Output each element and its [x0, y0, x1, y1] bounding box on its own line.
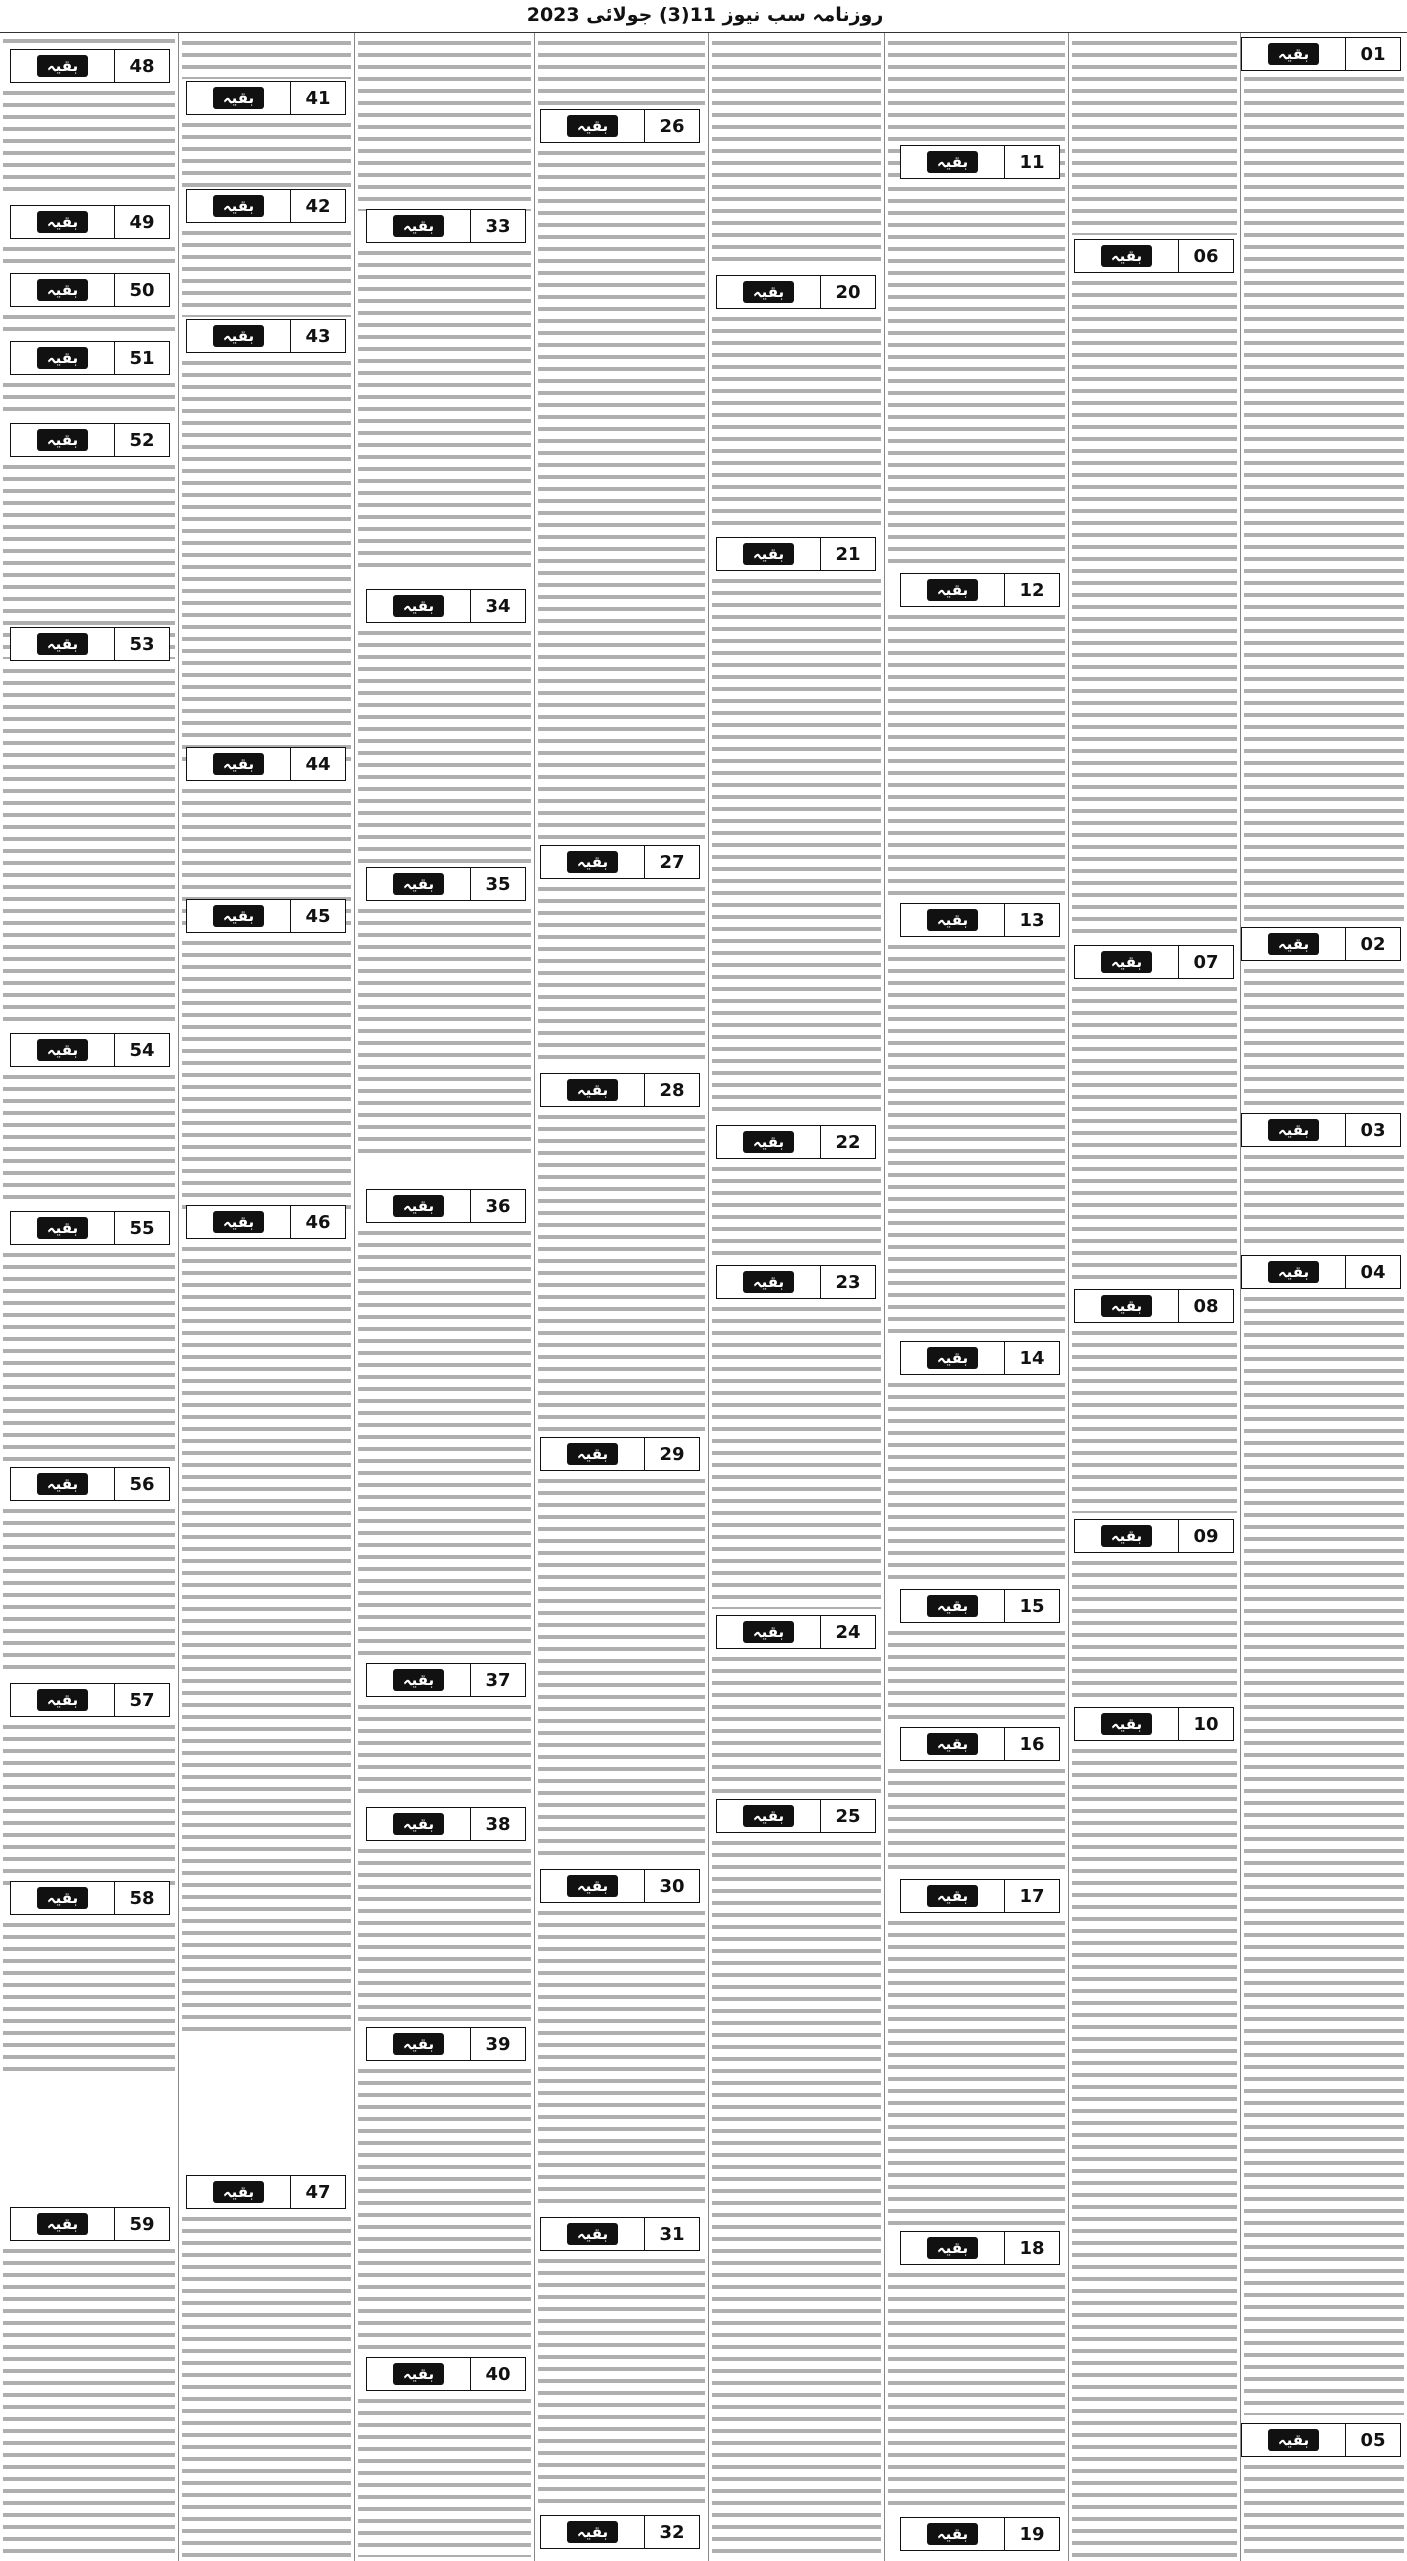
- section-header: [716, 1125, 876, 1159]
- section-header: [1241, 1113, 1401, 1147]
- section-header: [900, 1727, 1060, 1761]
- continuation-label: بقیہ: [393, 1195, 444, 1217]
- article-text: [182, 37, 351, 79]
- continuation-label: بقیہ: [1101, 1713, 1152, 1735]
- continuation-label: بقیہ: [567, 2521, 618, 2543]
- continuation-label: بقیہ: [37, 1217, 88, 1239]
- continuation-label: بقیہ: [927, 1733, 978, 1755]
- article-text: [3, 311, 175, 337]
- section-number: 45: [290, 900, 345, 932]
- continuation-label: بقیہ: [37, 2213, 88, 2235]
- section-number: 22: [820, 1126, 875, 1158]
- section-number: 20: [820, 276, 875, 308]
- section-number: 30: [644, 1870, 699, 1902]
- continuation-label: بقیہ: [927, 2237, 978, 2259]
- continuation-label: بقیہ: [213, 2181, 264, 2203]
- article-text: [1072, 37, 1237, 235]
- section-header: [186, 2175, 346, 2209]
- section-number: 44: [290, 748, 345, 780]
- continuation-label: بقیہ: [37, 1039, 88, 1061]
- article-text: [1072, 1557, 1237, 1701]
- article-text: [358, 1227, 531, 1657]
- section-number: 57: [114, 1684, 169, 1716]
- section-number: 58: [114, 1882, 169, 1914]
- continuation-label: بقیہ: [213, 753, 264, 775]
- article-text: [358, 247, 531, 575]
- section-header: [1074, 945, 1234, 979]
- article-text: [888, 1917, 1065, 2225]
- section-number: 26: [644, 110, 699, 142]
- article-text: [3, 243, 175, 269]
- article-text: [3, 1071, 175, 1207]
- article-text: [712, 313, 881, 531]
- section-number: 04: [1345, 1256, 1400, 1288]
- section-number: 29: [644, 1438, 699, 1470]
- section-header: [540, 1869, 700, 1903]
- continuation-label: بقیہ: [567, 2223, 618, 2245]
- section-number: 08: [1178, 1290, 1233, 1322]
- section-header: [10, 1683, 170, 1717]
- continuation-label: بقیہ: [213, 905, 264, 927]
- section-header: [366, 2357, 526, 2391]
- continuation-label: بقیہ: [37, 279, 88, 301]
- continuation-label: بقیہ: [567, 1079, 618, 1101]
- section-number: 25: [820, 1800, 875, 1832]
- section-number: 37: [470, 1664, 525, 1696]
- continuation-label: بقیہ: [213, 325, 264, 347]
- continuation-label: بقیہ: [1268, 1119, 1319, 1141]
- section-header: [1074, 1289, 1234, 1323]
- continuation-label: بقیہ: [743, 1621, 794, 1643]
- continuation-label: بقیہ: [1268, 1261, 1319, 1283]
- section-header: [1074, 1707, 1234, 1741]
- continuation-label: بقیہ: [1101, 245, 1152, 267]
- article-text: [538, 1111, 705, 1431]
- article-text: [888, 183, 1065, 567]
- continuation-label: بقیہ: [37, 1473, 88, 1495]
- continuation-label: بقیہ: [393, 2363, 444, 2385]
- continuation-label: بقیہ: [37, 1887, 88, 1909]
- column-3: [884, 33, 1068, 2561]
- section-header: [10, 205, 170, 239]
- article-text: [358, 627, 531, 863]
- section-number: 02: [1345, 928, 1400, 960]
- section-number: 56: [114, 1468, 169, 1500]
- section-header: [900, 903, 1060, 937]
- section-number: 23: [820, 1266, 875, 1298]
- section-header: [540, 845, 700, 879]
- article-text: [182, 119, 351, 187]
- section-header: [900, 1341, 1060, 1375]
- section-number: 14: [1004, 1342, 1059, 1374]
- continuation-label: بقیہ: [213, 195, 264, 217]
- section-number: 33: [470, 210, 525, 242]
- article-text: [888, 2269, 1065, 2511]
- article-text: [712, 1653, 881, 1793]
- section-header: [10, 1211, 170, 1245]
- section-header: [900, 573, 1060, 607]
- section-number: 18: [1004, 2232, 1059, 2264]
- column-6: [354, 33, 534, 2561]
- article-text: [1244, 2461, 1404, 2557]
- section-number: 47: [290, 2176, 345, 2208]
- article-text: [1244, 1293, 1404, 2415]
- section-header: [10, 1467, 170, 1501]
- article-text: [712, 575, 881, 1119]
- section-header: [1241, 1255, 1401, 1289]
- section-number: 27: [644, 846, 699, 878]
- continuation-label: بقیہ: [213, 87, 264, 109]
- section-number: 07: [1178, 946, 1233, 978]
- article-text: [712, 1303, 881, 1609]
- section-header: [540, 1073, 700, 1107]
- section-number: 36: [470, 1190, 525, 1222]
- section-number: 42: [290, 190, 345, 222]
- section-number: 55: [114, 1212, 169, 1244]
- article-text: [3, 1249, 175, 1467]
- section-header: [10, 2207, 170, 2241]
- continuation-label: بقیہ: [37, 211, 88, 233]
- section-header: [900, 145, 1060, 179]
- continuation-label: بقیہ: [927, 1595, 978, 1617]
- article-text: [358, 2395, 531, 2557]
- continuation-label: بقیہ: [393, 1813, 444, 1835]
- article-text: [3, 1721, 175, 1885]
- section-number: 32: [644, 2516, 699, 2548]
- continuation-label: بقیہ: [213, 1211, 264, 1233]
- article-text: [888, 1765, 1065, 1873]
- article-text: [3, 2245, 175, 2557]
- article-text: [1072, 1745, 1237, 2557]
- section-header: [366, 209, 526, 243]
- section-number: 38: [470, 1808, 525, 1840]
- continuation-label: بقیہ: [37, 429, 88, 451]
- section-header: [186, 319, 346, 353]
- section-number: 01: [1345, 38, 1400, 70]
- section-number: 15: [1004, 1590, 1059, 1622]
- article-text: [1244, 965, 1404, 1107]
- continuation-label: بقیہ: [567, 115, 618, 137]
- section-header: [10, 423, 170, 457]
- section-header: [10, 1881, 170, 1915]
- article-text: [3, 379, 175, 413]
- section-header: [10, 627, 170, 661]
- section-header: [900, 1879, 1060, 1913]
- continuation-label: بقیہ: [743, 1805, 794, 1827]
- section-header: [10, 341, 170, 375]
- section-number: 59: [114, 2208, 169, 2240]
- section-number: 53: [114, 628, 169, 660]
- continuation-label: بقیہ: [567, 851, 618, 873]
- section-header: [716, 1799, 876, 1833]
- section-header: [10, 273, 170, 307]
- section-header: [716, 275, 876, 309]
- article-text: [3, 87, 175, 199]
- section-number: 19: [1004, 2518, 1059, 2550]
- section-number: 40: [470, 2358, 525, 2390]
- article-text: [182, 227, 351, 317]
- section-header: [186, 81, 346, 115]
- continuation-label: بقیہ: [743, 1271, 794, 1293]
- section-number: 21: [820, 538, 875, 570]
- column-8: [0, 33, 178, 2561]
- continuation-label: بقیہ: [927, 151, 978, 173]
- section-header: [10, 49, 170, 83]
- section-number: 09: [1178, 1520, 1233, 1552]
- section-header: [186, 747, 346, 781]
- section-number: 13: [1004, 904, 1059, 936]
- column-5: [534, 33, 708, 2561]
- section-number: 28: [644, 1074, 699, 1106]
- continuation-label: بقیہ: [927, 2523, 978, 2545]
- section-number: 31: [644, 2218, 699, 2250]
- article-text: [182, 2213, 351, 2557]
- section-header: [540, 109, 700, 143]
- article-text: [1244, 73, 1404, 921]
- continuation-label: بقیہ: [393, 595, 444, 617]
- article-text: [3, 1505, 175, 1671]
- section-header: [186, 899, 346, 933]
- continuation-label: بقیہ: [927, 909, 978, 931]
- article-text: [1244, 1151, 1404, 1249]
- section-header: [1074, 1519, 1234, 1553]
- article-text: [538, 1907, 705, 2211]
- continuation-label: بقیہ: [37, 55, 88, 77]
- continuation-label: بقیہ: [393, 873, 444, 895]
- section-number: 16: [1004, 1728, 1059, 1760]
- article-text: [3, 665, 175, 1025]
- continuation-label: بقیہ: [743, 1131, 794, 1153]
- section-header: [366, 1663, 526, 1697]
- article-text: [888, 1379, 1065, 1583]
- continuation-label: بقیہ: [37, 633, 88, 655]
- section-number: 24: [820, 1616, 875, 1648]
- continuation-label: بقیہ: [37, 1689, 88, 1711]
- section-number: 39: [470, 2028, 525, 2060]
- section-number: 50: [114, 274, 169, 306]
- section-number: 41: [290, 82, 345, 114]
- article-text: [888, 941, 1065, 1335]
- article-text: [538, 147, 705, 839]
- continuation-label: بقیہ: [927, 579, 978, 601]
- continuation-label: بقیہ: [1268, 43, 1319, 65]
- article-text: [538, 37, 705, 109]
- column-1: [1240, 33, 1407, 2561]
- section-header: [366, 589, 526, 623]
- section-header: [186, 1205, 346, 1239]
- section-number: 17: [1004, 1880, 1059, 1912]
- section-header: [540, 2515, 700, 2549]
- continuation-label: بقیہ: [927, 1347, 978, 1369]
- article-text: [358, 37, 531, 211]
- continuation-label: بقیہ: [743, 543, 794, 565]
- section-header: [366, 1807, 526, 1841]
- continuation-label: بقیہ: [1268, 2429, 1319, 2451]
- column-4: [708, 33, 884, 2561]
- continuation-label: بقیہ: [1268, 933, 1319, 955]
- article-text: [358, 1701, 531, 1801]
- article-text: [888, 1627, 1065, 1721]
- article-text: [538, 883, 705, 1067]
- section-header: [540, 1437, 700, 1471]
- continuation-label: بقیہ: [393, 1669, 444, 1691]
- column-2: [1068, 33, 1240, 2561]
- article-text: [358, 2065, 531, 2351]
- masthead-date: روزنامہ سب نیوز 11(3) جولائی 2023: [526, 4, 884, 26]
- section-header: [900, 2231, 1060, 2265]
- section-number: 10: [1178, 1708, 1233, 1740]
- section-number: 11: [1004, 146, 1059, 178]
- article-text: [1072, 983, 1237, 1283]
- section-header: [1241, 37, 1401, 71]
- section-header: [900, 2517, 1060, 2551]
- article-text: [182, 1243, 351, 2033]
- section-header: [540, 2217, 700, 2251]
- column-7: [178, 33, 354, 2561]
- section-number: 06: [1178, 240, 1233, 272]
- continuation-label: بقیہ: [567, 1443, 618, 1465]
- section-number: 43: [290, 320, 345, 352]
- section-number: 03: [1345, 1114, 1400, 1146]
- continuation-label: بقیہ: [393, 215, 444, 237]
- section-header: [1074, 239, 1234, 273]
- section-number: 34: [470, 590, 525, 622]
- section-number: 48: [114, 50, 169, 82]
- section-number: 51: [114, 342, 169, 374]
- article-text: [3, 35, 175, 49]
- article-text: [182, 357, 351, 769]
- article-text: [538, 2255, 705, 2509]
- continuation-label: بقیہ: [1101, 1295, 1152, 1317]
- section-header: [1241, 927, 1401, 961]
- section-header: [10, 1033, 170, 1067]
- article-text: [182, 937, 351, 1209]
- continuation-label: بقیہ: [393, 2033, 444, 2055]
- article-text: [712, 37, 881, 269]
- article-text: [358, 1845, 531, 2021]
- section-header: [716, 537, 876, 571]
- section-number: 49: [114, 206, 169, 238]
- article-text: [1072, 1327, 1237, 1513]
- section-number: 12: [1004, 574, 1059, 606]
- article-text: [358, 905, 531, 1155]
- section-number: 05: [1345, 2424, 1400, 2456]
- newspaper-page: [0, 32, 1407, 2561]
- article-text: [1072, 277, 1237, 939]
- section-header: [186, 189, 346, 223]
- section-header: [366, 1189, 526, 1223]
- continuation-label: بقیہ: [567, 1875, 618, 1897]
- section-number: 35: [470, 868, 525, 900]
- section-header: [366, 867, 526, 901]
- section-header: [716, 1265, 876, 1299]
- section-header: [900, 1589, 1060, 1623]
- continuation-label: بقیہ: [1101, 1525, 1152, 1547]
- section-header: [366, 2027, 526, 2061]
- article-text: [712, 1163, 881, 1259]
- continuation-label: بقیہ: [927, 1885, 978, 1907]
- article-text: [712, 1837, 881, 2557]
- article-text: [888, 611, 1065, 897]
- continuation-label: بقیہ: [37, 347, 88, 369]
- article-text: [538, 1475, 705, 1863]
- section-number: 54: [114, 1034, 169, 1066]
- section-header: [716, 1615, 876, 1649]
- section-number: 52: [114, 424, 169, 456]
- continuation-label: بقیہ: [1101, 951, 1152, 973]
- continuation-label: بقیہ: [743, 281, 794, 303]
- section-number: 46: [290, 1206, 345, 1238]
- section-header: [1241, 2423, 1401, 2457]
- article-text: [3, 1919, 175, 2077]
